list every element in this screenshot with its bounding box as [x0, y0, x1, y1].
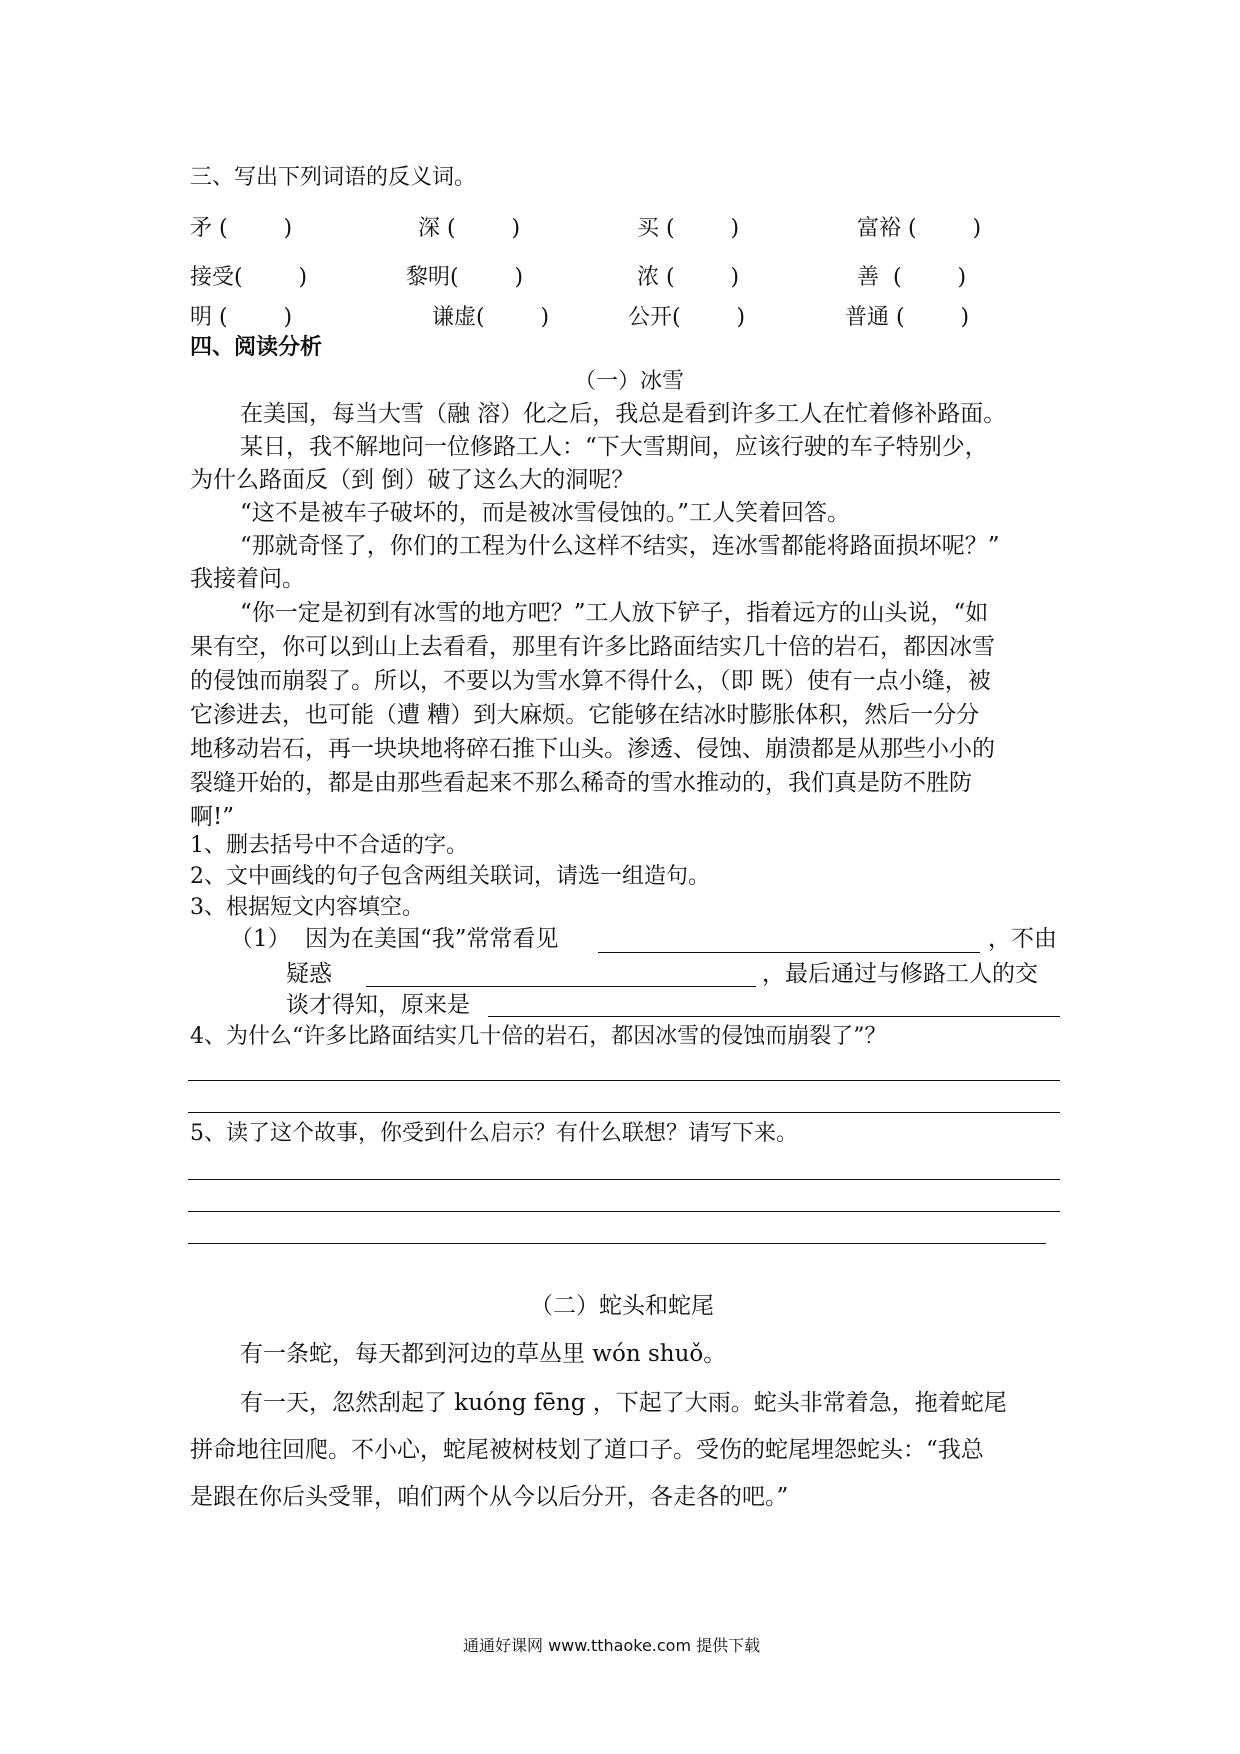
passage2-line: 拼命地往回爬。不小心，蛇尾被树枝划了道口子。受伤的蛇尾埋怨蛇头：“我总 — [190, 1437, 984, 1463]
answer-line[interactable] — [188, 1211, 1060, 1212]
passage-line: “那就奇怪了，你们的工程为什么这样不结实，连冰雪都能将路面损坏呢？” — [240, 533, 1000, 559]
antonym-item: 浓 ( ) — [637, 265, 740, 290]
passage-line: 在美国，每当大雪（融 溶）化之后，我总是看到许多工人在忙着修补路面。 — [240, 401, 1007, 427]
passage-line: “这不是被车子破坏的，而是被冰雪侵蚀的。”工人笑着回答。 — [240, 500, 851, 526]
passage-line: 某日，我不解地问一位修路工人：“下大雪期间，应该行驶的车子特别少， — [240, 434, 988, 460]
passage-line: 它渗进去，也可能（遭 糟）到大麻烦。它能够在结冰时膨胀体积，然后一分分 — [190, 702, 980, 728]
antonym-item: 黎明( ) — [406, 265, 524, 290]
question-3-1-text: ，不由 — [988, 926, 1057, 952]
passage-line: 啊!” — [190, 804, 235, 830]
antonym-item: 公开( ) — [628, 305, 746, 330]
question-3-1-text: ，最后通过与修路工人的交 — [762, 961, 1038, 987]
passage-line: “你一定是初到有冰雪的地方吧？”工人放下铲子，指着远方的山头说，“如 — [240, 600, 989, 626]
passage-line: 我接着问。 — [190, 566, 305, 592]
question-3-1-number: （1） — [230, 926, 291, 952]
question-3-1-text: 疑惑 — [286, 961, 332, 987]
question-3-1-text: 因为在美国“我”常常看见 — [305, 926, 559, 952]
passage1-title: （一）冰雪 — [574, 369, 685, 394]
passage-line: 为什么路面反（到 倒）破了这么大的洞呢？ — [190, 467, 635, 493]
passage2-title: （二）蛇头和蛇尾 — [530, 1293, 714, 1319]
antonym-item: 明 ( ) — [190, 305, 293, 330]
antonym-item: 买 ( ) — [637, 216, 740, 241]
question-3: 3、根据短文内容填空。 — [190, 895, 424, 920]
antonym-item: 矛 ( ) — [190, 216, 293, 241]
answer-line[interactable] — [188, 1112, 1060, 1113]
antonym-item: 善 ( ) — [857, 265, 967, 290]
antonym-item: 普通 ( ) — [845, 305, 970, 330]
passage2-line: 有一条蛇，每天都到河边的草丛里 wón shuǒ。 — [240, 1341, 727, 1367]
fill-blank-line[interactable] — [488, 1016, 1060, 1017]
question-4: 4、为什么“许多比路面结实几十倍的岩石，都因冰雪的侵蚀而崩裂了”？ — [190, 1024, 887, 1049]
antonym-item: 接受( ) — [190, 265, 308, 290]
passage-line: 果有空，你可以到山上去看看，那里有许多比路面结实几十倍的岩石，都因冰雪 — [190, 634, 995, 660]
passage-line: 裂缝开始的，都是由那些看起来不那么稀奇的雪水推动的，我们真是防不胜防 — [190, 770, 972, 796]
fill-blank-line[interactable] — [366, 986, 756, 987]
antonym-item: 富裕 ( ) — [857, 216, 982, 241]
question-5: 5、读了这个故事，你受到什么启示？有什么联想？请写下来。 — [190, 1121, 798, 1146]
section3-heading: 三、写出下列词语的反义词。 — [190, 165, 477, 190]
question-3-1-text: 谈才得知，原来是 — [286, 992, 470, 1018]
section4-heading: 四、阅读分析 — [190, 335, 323, 360]
answer-line[interactable] — [188, 1243, 1046, 1244]
antonym-item: 谦虚( ) — [432, 305, 550, 330]
passage2-line: 是跟在你后头受罪，咱们两个从今以后分开，各走各的吧。” — [190, 1484, 789, 1510]
fill-blank-line[interactable] — [598, 952, 980, 953]
antonym-item: 深 ( ) — [418, 216, 521, 241]
question-1: 1、删去括号中不合适的字。 — [190, 833, 468, 858]
answer-line[interactable] — [188, 1080, 1060, 1081]
passage-line: 的侵蚀而崩裂了。所以，不要以为雪水算不得什么，（即 既）使有一点小缝，被 — [190, 668, 991, 694]
question-2: 2、文中画线的句子包含两组关联词，请选一组造句。 — [190, 864, 710, 889]
page-footer: 通通好课网 www.tthaoke.com 提供下载 — [463, 1636, 761, 1655]
passage-line: 地移动岩石，再一块块地将碎石推下山头。渗透、侵蚀、崩溃都是从那些小小的 — [190, 736, 995, 762]
answer-line[interactable] — [188, 1179, 1060, 1180]
passage2-line: 有一天，忽然刮起了 kuóng fēng ，下起了大雨。蛇头非常着急，拖着蛇尾 — [240, 1390, 1007, 1416]
